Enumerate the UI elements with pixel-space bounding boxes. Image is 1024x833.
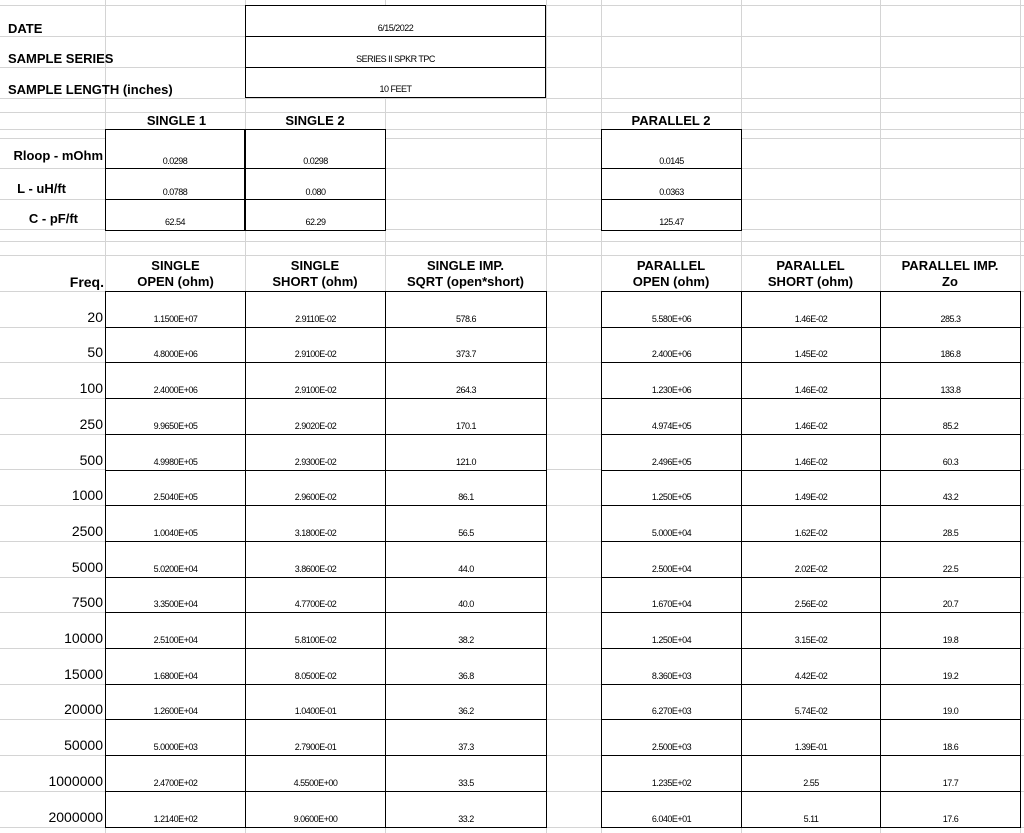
s-imp-cell[interactable]: 373.7 (385, 327, 547, 363)
single-open-header-line1: SINGLE (151, 258, 200, 273)
freq-cell[interactable]: 7500 (71, 594, 103, 610)
s-open-cell[interactable]: 3.3500E+04 (105, 577, 246, 613)
p-open-cell[interactable]: 1.230E+06 (601, 362, 742, 399)
freq-cell[interactable]: 250 (79, 416, 103, 432)
sample-length-value-cell[interactable]: 10 FEET (245, 67, 546, 98)
p-imp-cell[interactable]: 85.2 (880, 398, 1021, 435)
s-short-cell[interactable]: 2.9100E-02 (245, 362, 386, 399)
freq-header: Freq. (69, 274, 104, 290)
s-open-cell[interactable]: 1.1500E+07 (105, 291, 246, 328)
s-short-cell[interactable]: 3.1800E-02 (245, 505, 386, 542)
p-open-cell[interactable]: 5.580E+06 (601, 291, 742, 328)
freq-cell[interactable]: 10000 (64, 630, 103, 646)
param-single2-cell[interactable]: 0.0298 (245, 129, 386, 170)
p-short-cell[interactable]: 1.46E-02 (741, 291, 881, 328)
s-imp-cell[interactable]: 36.2 (385, 684, 547, 720)
parallel-short-header-line1: PARALLEL (776, 258, 845, 273)
parallel-open-header-line1: PARALLEL (636, 258, 706, 273)
s-open-cell[interactable]: 2.5040E+05 (105, 470, 246, 506)
p-short-cell[interactable]: 2.55 (741, 755, 881, 792)
freq-cell[interactable]: 5000 (71, 559, 103, 575)
parallel-imp-header-line1: PARALLEL IMP. (901, 258, 999, 273)
p-imp-cell[interactable]: 285.3 (880, 291, 1021, 328)
p-open-cell[interactable]: 2.400E+06 (601, 327, 742, 363)
gridline-horizontal (0, 241, 1024, 242)
s-open-cell[interactable]: 5.0200E+04 (105, 541, 246, 578)
s-short-cell[interactable]: 2.9600E-02 (245, 470, 386, 506)
p-short-cell[interactable]: 1.46E-02 (741, 434, 881, 471)
p-imp-cell[interactable]: 43.2 (880, 470, 1021, 506)
s-open-cell[interactable]: 5.0000E+03 (105, 719, 246, 756)
freq-cell[interactable]: 50 (87, 344, 103, 360)
freq-cell[interactable]: 500 (79, 452, 103, 468)
p-open-cell[interactable]: 6.040E+01 (601, 791, 742, 828)
s-open-cell[interactable]: 1.2600E+04 (105, 684, 246, 720)
s-imp-cell[interactable]: 44.0 (385, 541, 547, 578)
p-open-cell[interactable]: 1.250E+04 (601, 612, 742, 649)
single-open-header-line2: OPEN (ohm) (137, 274, 214, 289)
freq-cell[interactable]: 20000 (64, 701, 103, 717)
p-imp-cell[interactable]: 19.8 (880, 612, 1021, 649)
freq-cell[interactable]: 100 (79, 380, 103, 396)
s-short-cell[interactable]: 3.8600E-02 (245, 541, 386, 578)
p-imp-cell[interactable]: 17.7 (880, 755, 1021, 792)
s-short-cell[interactable]: 2.9020E-02 (245, 398, 386, 435)
p-short-cell[interactable]: 3.15E-02 (741, 612, 881, 649)
p-imp-cell[interactable]: 17.6 (880, 791, 1021, 828)
p-imp-cell[interactable]: 19.2 (880, 648, 1021, 685)
s-open-cell[interactable]: 1.2140E+02 (105, 791, 246, 828)
p-short-cell[interactable]: 1.39E-01 (741, 719, 881, 756)
p-open-cell[interactable]: 2.500E+04 (601, 541, 742, 578)
parallel-open-header (601, 256, 741, 292)
s-open-cell[interactable]: 2.4000E+06 (105, 362, 246, 399)
s-imp-cell[interactable]: 40.0 (385, 577, 547, 613)
p-short-cell[interactable]: 5.74E-02 (741, 684, 881, 720)
parallel-short-header-line2: SHORT (ohm) (767, 274, 854, 289)
freq-cell[interactable]: 2500 (71, 523, 103, 539)
parallel-imp-header-line2: Zo (942, 274, 958, 289)
single2-header: SINGLE 2 (285, 112, 345, 128)
s-short-cell[interactable]: 4.7700E-02 (245, 577, 386, 613)
s-imp-cell[interactable]: 37.3 (385, 719, 547, 756)
p-open-cell[interactable]: 5.000E+04 (601, 505, 742, 542)
param-single1-cell[interactable]: 0.0788 (105, 168, 245, 201)
s-short-cell[interactable]: 2.7900E-01 (245, 719, 386, 756)
parallel-imp-header (880, 256, 1020, 292)
p-imp-cell[interactable]: 20.7 (880, 577, 1021, 613)
p-short-cell[interactable]: 1.49E-02 (741, 470, 881, 506)
s-open-cell[interactable]: 1.6800E+04 (105, 648, 246, 685)
freq-cell[interactable]: 15000 (64, 666, 103, 682)
p-open-cell[interactable]: 8.360E+03 (601, 648, 742, 685)
date-label: DATE (8, 20, 43, 36)
s-short-cell[interactable]: 1.0400E-01 (245, 684, 386, 720)
freq-cell[interactable]: 2000000 (48, 809, 103, 825)
p-short-cell[interactable]: 1.46E-02 (741, 398, 881, 435)
p-open-cell[interactable]: 1.235E+02 (601, 755, 742, 792)
param-single1-cell[interactable]: 0.0298 (105, 129, 245, 170)
freq-cell[interactable]: 20 (87, 309, 103, 325)
s-imp-cell[interactable]: 33.2 (385, 791, 547, 828)
p-imp-cell[interactable]: 133.8 (880, 362, 1021, 399)
s-open-cell[interactable]: 2.4700E+02 (105, 755, 246, 792)
single-short-header (245, 256, 385, 292)
s-imp-cell[interactable]: 170.1 (385, 398, 547, 435)
sample-series-label: SAMPLE SERIES (8, 50, 114, 66)
s-imp-cell[interactable]: 38.2 (385, 612, 547, 649)
p-short-cell[interactable]: 1.46E-02 (741, 362, 881, 399)
param-label: Rloop - mOhm (13, 148, 103, 163)
s-imp-cell[interactable]: 578.6 (385, 291, 547, 328)
freq-cell[interactable]: 50000 (64, 737, 103, 753)
p-open-cell[interactable]: 4.974E+05 (601, 398, 742, 435)
p-short-cell[interactable]: 1.62E-02 (741, 505, 881, 542)
s-short-cell[interactable]: 8.0500E-02 (245, 648, 386, 685)
s-open-cell[interactable]: 2.5100E+04 (105, 612, 246, 649)
s-short-cell[interactable]: 2.9110E-02 (245, 291, 386, 328)
s-open-cell[interactable]: 1.0040E+05 (105, 505, 246, 542)
s-imp-cell[interactable]: 264.3 (385, 362, 547, 399)
s-open-cell[interactable]: 9.9650E+05 (105, 398, 246, 435)
s-short-cell[interactable]: 2.9100E-02 (245, 327, 386, 363)
p-imp-cell[interactable]: 186.8 (880, 327, 1021, 363)
p-short-cell[interactable]: 4.42E-02 (741, 648, 881, 685)
parallel-open-header-line2: OPEN (ohm) (632, 274, 710, 289)
p-imp-cell[interactable]: 19.0 (880, 684, 1021, 720)
freq-cell[interactable]: 1000000 (48, 773, 103, 789)
s-short-cell[interactable]: 4.5500E+00 (245, 755, 386, 792)
param-parallel2-cell[interactable]: 125.47 (601, 199, 742, 231)
param-single2-cell[interactable]: 0.080 (245, 168, 386, 201)
single1-header: SINGLE 1 (146, 112, 207, 128)
single-imp-header-line1: SINGLE IMP. (426, 258, 505, 273)
single-short-header-line2: SHORT (ohm) (272, 274, 358, 289)
p-imp-cell[interactable]: 60.3 (880, 434, 1021, 471)
s-open-cell[interactable]: 4.8000E+06 (105, 327, 246, 363)
p-imp-cell[interactable]: 18.6 (880, 719, 1021, 756)
p-short-cell[interactable]: 5.11 (741, 791, 881, 828)
p-imp-cell[interactable]: 22.5 (880, 541, 1021, 578)
param-label: C - pF/ft (28, 211, 78, 226)
single-open-header (106, 256, 245, 292)
single-imp-header (385, 256, 546, 292)
s-short-cell[interactable]: 9.0600E+00 (245, 791, 386, 828)
freq-cell[interactable]: 1000 (71, 487, 103, 503)
sample-length-label: SAMPLE LENGTH (inches) (8, 81, 173, 97)
s-short-cell[interactable]: 5.8100E-02 (245, 612, 386, 649)
s-open-cell[interactable]: 4.9980E+05 (105, 434, 246, 471)
date-value-cell[interactable]: 6/15/2022 (245, 5, 546, 37)
single-short-header-line1: SINGLE (290, 258, 340, 273)
p-open-cell[interactable]: 1.250E+05 (601, 470, 742, 506)
p-short-cell[interactable]: 2.02E-02 (741, 541, 881, 578)
parallel-short-header (741, 256, 880, 292)
param-single1-cell[interactable]: 62.54 (105, 199, 245, 231)
p-imp-cell[interactable]: 28.5 (880, 505, 1021, 542)
parallel2-header: PARALLEL 2 (631, 112, 711, 128)
sample-series-value-cell[interactable]: SERIES II SPKR TPC (245, 36, 546, 68)
s-imp-cell[interactable]: 36.8 (385, 648, 547, 685)
s-imp-cell[interactable]: 121.0 (385, 434, 547, 471)
s-imp-cell[interactable]: 33.5 (385, 755, 547, 792)
p-short-cell[interactable]: 2.56E-02 (741, 577, 881, 613)
single-imp-header-line2: SQRT (open*short) (407, 274, 524, 289)
param-parallel2-cell[interactable]: 0.0363 (601, 168, 742, 201)
s-short-cell[interactable]: 2.9300E-02 (245, 434, 386, 471)
param-single2-cell[interactable]: 62.29 (245, 199, 386, 231)
param-parallel2-cell[interactable]: 0.0145 (601, 129, 742, 170)
p-open-cell[interactable]: 1.670E+04 (601, 577, 742, 613)
s-imp-cell[interactable]: 86.1 (385, 470, 547, 506)
s-imp-cell[interactable]: 56.5 (385, 505, 547, 542)
p-open-cell[interactable]: 2.500E+03 (601, 719, 742, 756)
p-open-cell[interactable]: 2.496E+05 (601, 434, 742, 471)
p-short-cell[interactable]: 1.45E-02 (741, 327, 881, 363)
param-label: L - uH/ft (17, 181, 66, 196)
p-open-cell[interactable]: 6.270E+03 (601, 684, 742, 720)
